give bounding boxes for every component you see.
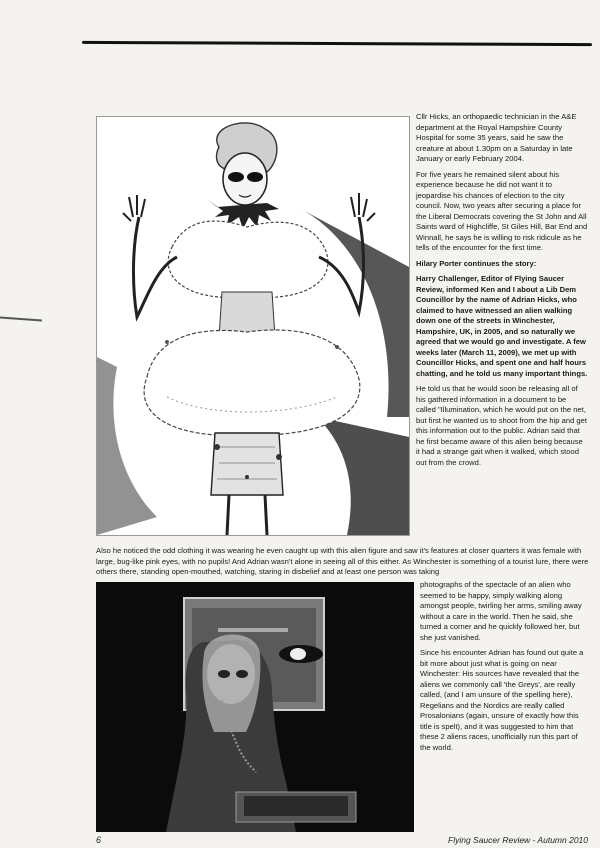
article-lower-column [420,580,588,758]
paragraph-encounter: Since his encounter Adrian has found out quite a bit more about just what is going on near Winchester: His sources have revealed that the aliens we commonly call 'the Greys', are really called, (and I am unsure of the spelling here), Regelians and the Nordics are really called Prosalonians (again, unsure of exactly how this title is spelt), and it was suggested to him that these 2 aliens races, unofficially run this part of the world. [420,648,584,752]
paragraph-photographs: photographs of the spectacle of an alien who seemed to be happy, simply walking along amongst people, twirling her arms, smiling away without a care in the world. Then he said, she turned a corner and he quickly followed her, but she just vanished. [420,580,582,642]
publication-footer: Flying Saucer Review - Autumn 2010 [448,835,589,845]
scan-mark [0,317,42,322]
top-rule [82,41,592,46]
paragraph-harry-challenger: Harry Challenger, Editor of Flying Saucer Review, informed Ken and I about a Lib Dem Councillor by the name of Adrian Hicks, who claimed to have witnessed an alien walking down one of the streets in Winchester, Hampshire, UK, in 2005, and so naturally we agreed that we would go and investigate. A few weeks later (March 11, 2009), we met up with Councillor Hicks, and spent one and half hours chatting, and he told us many important things. [416,274,588,378]
subheading: Hilary Porter continues the story: [416,258,537,268]
alien-illustration [96,116,410,536]
paragraph-five-years: For five years he remained silent about his experience because he did not want it to jeopardise his chances of election to the city council. Now, two years after securing a place for the Liberal Democrats covering the St John and All Saints ward of Highcliffe, St Giles Hill, Bar End and Winnall, he says he is willing to risk ridicule as he tells of the encounter for the first time. [416,169,588,252]
page-number: 6 [96,835,102,845]
paragraph-full-width: Also he noticed the odd clothing it was wearing he even caught up with this alien figure and saw it's features at closer quarters it was female with large, bug-like pink eyes, with no pupils! And Adrian wasn't alone in seeing all of this either. As Winchester is something of a tourist lure, there were others there, standing open-mouthed, watching, staring in disbelief and at least one person was taking [96,546,589,576]
paragraph-release: He told us that he would soon be releasing all of his gathered information in a document to be called "Illumination, which he would put on the net, but first he wanted us to shoot from the hip and get this information out to the public. Adrian said that he first became aware of this alien being because it had a strange gait when it walked, which stood out from the crowd. [416,384,587,467]
presentation-photo [96,582,414,832]
article-right-column [416,112,588,473]
paragraph-cllr-hicks: Cllr Hicks, an orthopaedic technician in the A&E department at the Royal Hampshire County Hospital for some 35 years, said he saw the creature at about 1.30pm on a Saturday in late January or early February 2004. [416,112,577,163]
